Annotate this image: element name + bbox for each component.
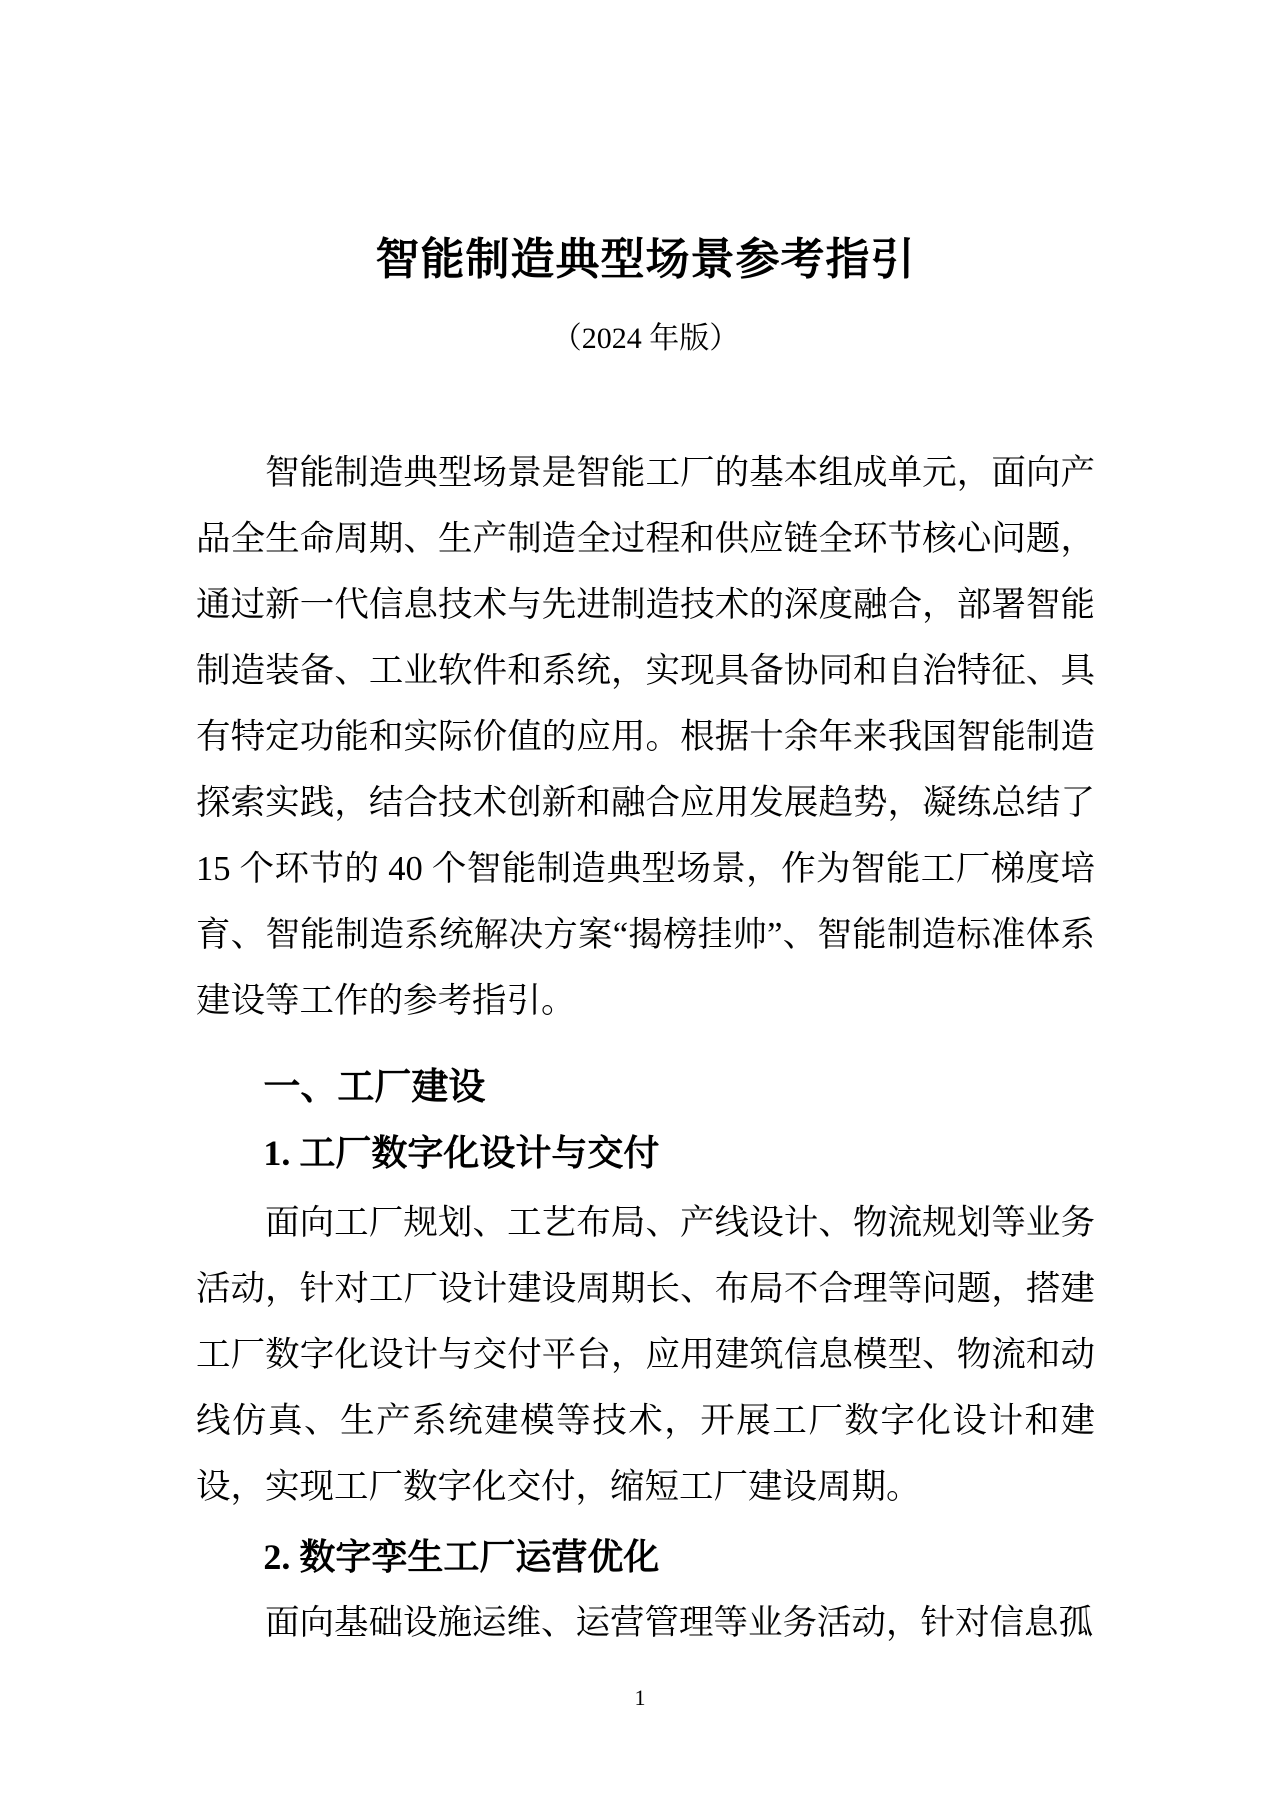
subsection-paragraph-digital-design-delivery: 面向工厂规划、工艺布局、产线设计、物流规划等业务活动，针对工厂设计建设周期长、布局不合理等问题，搭建工厂数字化设计与交付平台，应用建筑信息模型、物流和动线仿真、生产系统建模等技术，开展工厂数字化设计和建设，实现工厂数字化交付，缩短工厂建设周期。 xyxy=(196,1204,1095,1506)
page-number: 1 xyxy=(634,1685,646,1710)
document-edition-subtitle: （2024 年版） xyxy=(551,322,740,355)
subsection-heading-digital-twin-operation: 2. 数字孪生工厂运营优化 xyxy=(263,1537,660,1577)
page-content xyxy=(196,0,1095,1656)
intro-paragraph: 智能制造典型场景是智能工厂的基本组成单元，面向产品全生命周期、生产制造全过程和供应链全环节核心问题，通过新一代信息技术与先进制造技术的深度融合，部署智能制造装备、工业软件和系统，实现具备协同和自治特征、具有特定功能和实际价值的应用。根据十余年来我国智能制造探索实践，结合技术创新和融合应用发展趋势，凝练总结了 15 个环节的 40 个智能制造典型场景，作为智能工厂梯度培育、智能制造系统解决方案“揭榜挂帅”、智能制造标准体系建设等工作的参考指引。 xyxy=(196,454,1095,1020)
document-title: 智能制造典型场景参考指引 xyxy=(375,235,916,284)
subsection-paragraph-digital-twin-operation: 面向基础设施运维、运营管理等业务活动，针对信息孤 xyxy=(265,1604,1093,1642)
section-heading-factory-construction: 一、工厂建设 xyxy=(263,1066,486,1107)
subsection-heading-digital-design-delivery: 1. 工厂数字化设计与交付 xyxy=(263,1133,660,1173)
